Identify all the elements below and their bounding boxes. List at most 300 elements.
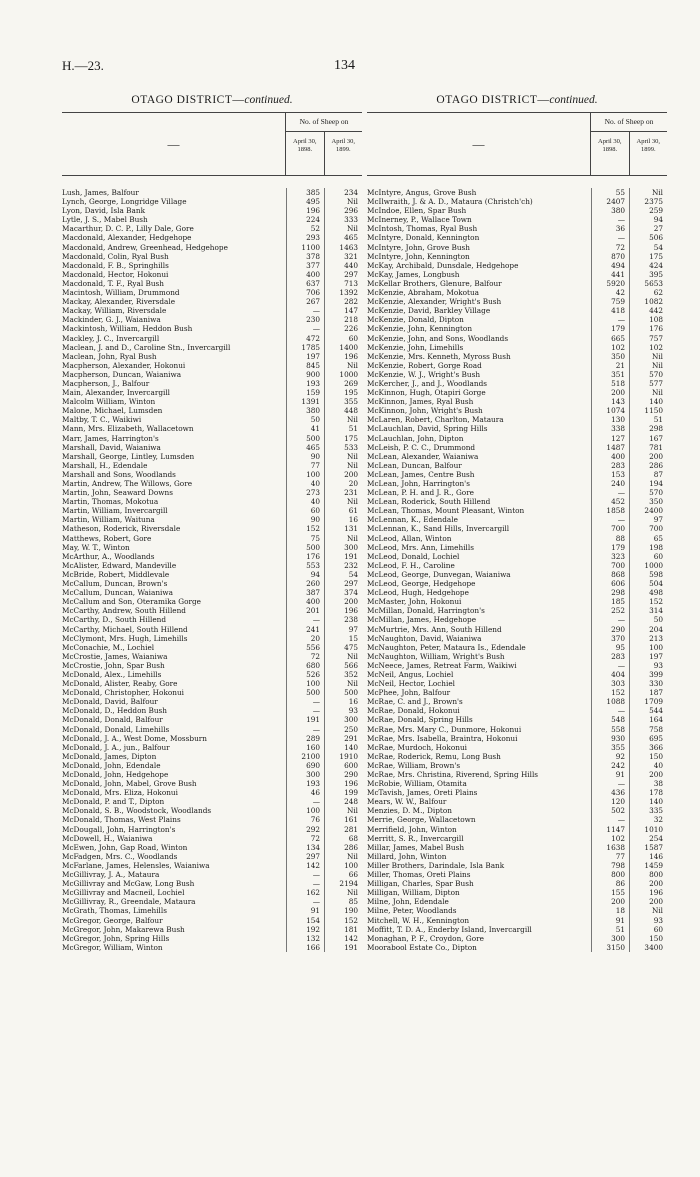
holder-name: McKinnon, James, Ryal Bush	[367, 397, 474, 407]
sheep-1899: 498	[629, 588, 667, 597]
table-row	[62, 506, 362, 515]
table-row	[62, 652, 362, 661]
sheep-1898: 900	[286, 370, 324, 379]
table-row	[367, 315, 667, 324]
table-row	[367, 443, 667, 452]
holder-name: McRae, Mrs. Mary C., Dunmore, Hokonui	[367, 724, 522, 734]
sheep-1899: 2194	[324, 879, 362, 888]
holder-name: Milligan, Charles, Spar Bush	[367, 879, 474, 889]
district-title-left	[62, 94, 362, 112]
table-row	[367, 534, 667, 543]
rows-right	[367, 176, 667, 952]
sheep-1898: 75	[286, 534, 324, 543]
sheep-1898: 293	[286, 233, 324, 242]
sheep-1898: 495	[286, 197, 324, 206]
sheep-1898: 1638	[591, 843, 629, 852]
holder-name: Lytle, J. S., Mabel Bush	[62, 215, 148, 225]
table-row	[367, 270, 667, 279]
table-row	[62, 224, 362, 233]
table-row	[367, 488, 667, 497]
sheep-1899: 194	[629, 479, 667, 488]
holder-name: Lynch, George, Longridge Village	[62, 197, 187, 207]
table-row	[367, 843, 667, 852]
sheep-1899: 164	[629, 715, 667, 724]
sheep-1898: 1147	[591, 825, 629, 834]
holder-name: McLean, Roderick, South Hillend	[367, 497, 491, 507]
sheep-1899: 167	[629, 434, 667, 443]
sheep-1899: 196	[629, 888, 667, 897]
sheep-1898: 102	[591, 834, 629, 843]
sheep-1899: 68	[324, 834, 362, 843]
sheep-1899: 16	[324, 515, 362, 524]
sheep-1898: 197	[286, 352, 324, 361]
sheep-1898: 242	[591, 761, 629, 770]
holder-name: McGillivray and McGaw, Long Bush	[62, 879, 195, 889]
sheep-1899: Nil	[324, 652, 362, 661]
holder-name: McLeod, F. H., Caroline	[367, 560, 455, 570]
sheep-1898: 86	[591, 879, 629, 888]
table-row	[62, 806, 362, 815]
table-row	[62, 661, 362, 670]
table-row	[367, 906, 667, 915]
holder-name: McCarthy, Andrew, South Hillend	[62, 606, 186, 616]
holder-name: Milne, Peter, Woodlands	[367, 906, 457, 916]
sheep-1898: 292	[286, 825, 324, 834]
holder-name: McKenzie, Robert, Gorge Road	[367, 360, 482, 370]
holder-name: McLennan, K., Sand Hills, Invercargill	[367, 524, 510, 534]
sheep-1898: 91	[591, 916, 629, 925]
sheep-1898: 553	[286, 561, 324, 570]
sheep-1898: 51	[591, 925, 629, 934]
sheep-1898: 518	[591, 379, 629, 388]
holder-name: McLean, P. H. and J. R., Gore	[367, 488, 475, 498]
district-name: OTAGO DISTRICT—	[436, 94, 550, 106]
sheep-1898: 606	[591, 579, 629, 588]
table-row	[367, 261, 667, 270]
sheep-1898: 323	[591, 552, 629, 561]
table-row	[62, 770, 362, 779]
table-row	[62, 579, 362, 588]
sheep-1899: 146	[629, 852, 667, 861]
sheep-1898: 494	[591, 261, 629, 270]
sheep-1899: 102	[629, 343, 667, 352]
table-row	[62, 352, 362, 361]
holder-name: McDonald, Donald, Limehills	[62, 724, 170, 734]
holder-name: McDonald, Mrs. Eliza, Hokonui	[62, 788, 178, 798]
holder-name: McDonald, John, Hedgehope	[62, 770, 169, 779]
table-row	[367, 288, 667, 297]
table-row	[62, 852, 362, 861]
holder-name: Mackley, J. C., Invercargill	[62, 333, 160, 343]
table-row	[62, 206, 362, 215]
holder-name: McArthur, A., Woodlands	[62, 551, 155, 561]
holder-name: McDowell, H., Waianiwa	[62, 833, 153, 843]
sheep-1898: 179	[591, 543, 629, 552]
holder-name: McConachie, M., Lochiel	[62, 642, 155, 652]
sheep-1898: 130	[591, 415, 629, 424]
table-row	[367, 606, 667, 615]
sheep-1898: 387	[286, 588, 324, 597]
table-row	[62, 643, 362, 652]
sheep-1898: —	[591, 315, 629, 324]
holder-name: Matheson, Roderick, Riversdale	[62, 524, 181, 534]
table-row	[367, 424, 667, 433]
sheep-1899: 254	[629, 834, 667, 843]
table-row	[62, 461, 362, 470]
sheep-1899: 800	[629, 870, 667, 879]
holder-name: McMaster, John, Hokonui	[367, 597, 462, 607]
sheep-1898: 95	[591, 643, 629, 652]
table-row	[367, 670, 667, 679]
sheep-1899: 352	[324, 670, 362, 679]
sheep-1898: 1074	[591, 406, 629, 415]
holder-name: McDonald, Alex., Limehills	[62, 669, 162, 679]
sheep-1898: 252	[591, 606, 629, 615]
sheep-1898: 153	[591, 470, 629, 479]
sheep-1898: 90	[286, 515, 324, 524]
sheep-1899: 250	[324, 725, 362, 734]
sheep-1899: 286	[629, 461, 667, 470]
continued-label: continued.	[244, 94, 293, 106]
holder-name: McRae, Murdoch, Hokonui	[367, 742, 467, 752]
sheep-1899: 2375	[629, 197, 667, 206]
table-row	[367, 652, 667, 661]
holder-name: Macdonald, F. B., Springhills	[62, 260, 169, 270]
sheep-1898: 154	[286, 916, 324, 925]
sheep-1899: 333	[324, 215, 362, 224]
table-row	[62, 634, 362, 643]
sheep-1899: 424	[629, 261, 667, 270]
holder-name: Mackintosh, William, Heddon Bush	[62, 324, 193, 334]
sheep-1898: 260	[286, 579, 324, 588]
sheep-1899: 399	[629, 670, 667, 679]
sheep-1898: 192	[286, 925, 324, 934]
year-1898-header: April 30, 1898.	[293, 138, 317, 153]
sheep-1898: 36	[591, 224, 629, 233]
sheep-1899: 300	[324, 715, 362, 724]
sheep-1899: 60	[324, 334, 362, 343]
sheep-1899: 66	[324, 870, 362, 879]
holder-name: Monaghan, P. F., Croydon, Gore	[367, 933, 484, 943]
sheep-1899: 97	[629, 515, 667, 524]
holder-name: McDonald, James, Dipton	[62, 751, 157, 761]
sheep-1899: 181	[324, 925, 362, 934]
sheep-1899: 147	[324, 306, 362, 315]
holder-name: Martin, Andrew, The Willows, Gore	[62, 479, 193, 488]
sheep-1898: 297	[286, 852, 324, 861]
holder-name: McCrostie, John, Spar Bush	[62, 660, 165, 670]
sheep-1898: 143	[591, 397, 629, 406]
holder-name: Macdonald, Alexander, Hedgehope	[62, 233, 192, 243]
sheep-1898: 46	[286, 788, 324, 797]
sheep-1898: 100	[286, 470, 324, 479]
sheep-1898: 42	[591, 288, 629, 297]
table-row	[62, 270, 362, 279]
sheep-1899: 51	[629, 415, 667, 424]
holder-name: Merrifield, John, Winton	[367, 824, 457, 834]
holder-name: McDonald, P. and T., Dipton	[62, 797, 165, 807]
sheep-1898: 400	[286, 597, 324, 606]
table-row	[367, 734, 667, 743]
sheep-1899: Nil	[629, 906, 667, 915]
sheep-1898: 452	[591, 497, 629, 506]
table-row	[367, 815, 667, 824]
table-row	[62, 197, 362, 206]
holder-name: McDonald, Donald, Balfour	[62, 715, 163, 725]
sheep-1898: —	[286, 725, 324, 734]
table-row	[62, 670, 362, 679]
holder-name: McMurtrie, Mrs. Ann, South Hillend	[367, 624, 502, 634]
holder-name: McNeil, Angus, Lochiel	[367, 669, 454, 679]
sheep-1899: 16	[324, 697, 362, 706]
sheep-1898: 155	[591, 888, 629, 897]
table-row	[367, 779, 667, 788]
sheep-1899: 475	[324, 643, 362, 652]
page-code: H.—23.	[62, 58, 104, 73]
sheep-1899: 200	[629, 897, 667, 906]
sheep-1899: 248	[324, 797, 362, 806]
holder-name: Mitchell, W. H., Kennington	[367, 915, 470, 925]
sheep-1899: 330	[629, 679, 667, 688]
sheep-1898: 436	[591, 788, 629, 797]
table-row	[62, 925, 362, 934]
sheep-1899: 196	[324, 779, 362, 788]
sheep-1899: Nil	[324, 497, 362, 506]
table-row	[367, 406, 667, 415]
table-row	[62, 388, 362, 397]
holder-name: McLean, Thomas, Mount Pleasant, Winton	[367, 506, 525, 516]
sheep-1899: 1459	[629, 861, 667, 870]
table-row	[62, 515, 362, 524]
holder-name: McLennan, K., Edendale	[367, 515, 458, 525]
sheep-1899: 200	[629, 770, 667, 779]
table-row	[367, 925, 667, 934]
sheep-1899: 50	[629, 615, 667, 624]
sheep-1898: 50	[286, 415, 324, 424]
sheep-1898: 380	[591, 206, 629, 215]
table-row	[62, 943, 362, 952]
sheep-1898: 700	[591, 561, 629, 570]
sheep-1898: —	[591, 233, 629, 242]
holder-name: McRae, William, Brown's	[367, 760, 461, 770]
sheep-1899: Nil	[629, 361, 667, 370]
sheep-1898: 2100	[286, 752, 324, 761]
sheep-1898: 160	[286, 743, 324, 752]
holder-name: McFarlane, James, Helensles, Waianiwa	[62, 860, 210, 870]
table-row	[62, 706, 362, 715]
holder-name: McDonald, J. A., West Dome, Mossburn	[62, 733, 207, 743]
table-row	[62, 570, 362, 579]
table-row	[62, 825, 362, 834]
sheep-1899: 178	[629, 788, 667, 797]
sheep-1898: 556	[286, 643, 324, 652]
sheep-1898: 191	[286, 715, 324, 724]
sheep-1898: 100	[286, 806, 324, 815]
sheep-1899: Nil	[324, 452, 362, 461]
sheep-1899: 198	[629, 543, 667, 552]
sheep-1898: 680	[286, 661, 324, 670]
holder-name: McRobie, William, Otamita	[367, 779, 467, 789]
sheep-1898: 351	[591, 370, 629, 379]
sheep-1899: 152	[629, 597, 667, 606]
table-row	[367, 770, 667, 779]
holder-name: McRae, Roderick, Remu, Long Bush	[367, 751, 501, 761]
sheep-1899: 2400	[629, 506, 667, 515]
table-row	[62, 888, 362, 897]
table-row	[62, 597, 362, 606]
sheep-1899: 54	[324, 570, 362, 579]
sheep-1899: 1000	[629, 561, 667, 570]
sheep-1898: 355	[591, 743, 629, 752]
holder-name: McCallum, Duncan, Waianiwa	[62, 588, 173, 598]
sheep-1898: 385	[286, 188, 324, 197]
holder-name: Malone, Michael, Lumsden	[62, 406, 163, 416]
table-row	[367, 543, 667, 552]
holder-name: McDonald, Alister, Reaby, Gore	[62, 679, 178, 689]
sheep-1899: 442	[629, 306, 667, 315]
table-row	[62, 279, 362, 288]
table-row	[367, 252, 667, 261]
sheep-1898: 224	[286, 215, 324, 224]
sheep-1898: 378	[286, 252, 324, 261]
sheep-1898: 52	[286, 224, 324, 233]
sheep-1898: 159	[286, 388, 324, 397]
sheep-1899: 27	[629, 224, 667, 233]
table-row	[62, 906, 362, 915]
holder-name: McGregor, George, Balfour	[62, 915, 163, 925]
table-row	[62, 252, 362, 261]
sheep-1898: 1487	[591, 443, 629, 452]
holder-name: McCrostie, James, Waianiwa	[62, 651, 168, 661]
table-row	[62, 561, 362, 570]
table-row	[367, 279, 667, 288]
table-row	[62, 543, 362, 552]
holder-name: Macdonald, Hector, Hokonui	[62, 269, 169, 279]
sheep-1898: 77	[591, 852, 629, 861]
sheep-1899: 142	[324, 934, 362, 943]
year-1899-header: April 30, 1899.	[324, 132, 363, 175]
holder-name: McKenzie, David, Barkley Village	[367, 306, 491, 316]
sheep-1899: Nil	[324, 534, 362, 543]
sheep-1898: 152	[591, 688, 629, 697]
holder-name: McBride, Robert, Middlevale	[62, 569, 170, 579]
table-row	[367, 870, 667, 879]
sheep-1898: 500	[286, 543, 324, 552]
table-row	[367, 825, 667, 834]
holder-name: Marshall, H., Edendale	[62, 460, 148, 470]
sheep-1898: 303	[591, 679, 629, 688]
holder-name: McFadgen, Mrs. C., Woodlands	[62, 851, 178, 861]
sheep-1899: 200	[629, 879, 667, 888]
sheep-header	[590, 113, 667, 175]
sheep-1899: 1463	[324, 243, 362, 252]
table-row	[367, 697, 667, 706]
holder-name: Marshall, David, Waianiwa	[62, 442, 161, 452]
holder-name: Mackay, William, Riversdale	[62, 306, 167, 316]
sheep-1898: 3150	[591, 943, 629, 952]
table-row	[62, 406, 362, 415]
holder-name: McMillan, Donald, Harrington's	[367, 606, 485, 616]
sheep-1899: 93	[629, 916, 667, 925]
sheep-1899: 314	[629, 606, 667, 615]
sheep-1899: 500	[324, 688, 362, 697]
holder-name: Millard, John, Winton	[367, 851, 447, 861]
holder-name: McLean, James, Centre Bush	[367, 469, 475, 479]
table-row	[367, 334, 667, 343]
sheep-1899: 231	[324, 488, 362, 497]
holder-name: McRae, C. and J., Brown's	[367, 697, 463, 707]
left-column	[62, 94, 362, 952]
sheep-1898: 162	[286, 888, 324, 897]
holder-name: Mackay, Alexander, Riversdale	[62, 297, 176, 307]
sheep-1899: 176	[629, 324, 667, 333]
sheep-1899: 51	[324, 424, 362, 433]
sheep-1899: Nil	[324, 888, 362, 897]
sheep-1898: 377	[286, 261, 324, 270]
sheep-1898: 55	[591, 188, 629, 197]
sheep-1899: 175	[324, 434, 362, 443]
sheep-1899: 1400	[324, 343, 362, 352]
sheep-1898: 134	[286, 843, 324, 852]
table-row	[367, 434, 667, 443]
sheep-1899: 286	[324, 843, 362, 852]
sheep-1899: 93	[324, 706, 362, 715]
sheep-1898: 72	[286, 652, 324, 661]
holder-name: McKenzie, John, Limehills	[367, 342, 464, 352]
table-row	[367, 725, 667, 734]
table-row	[62, 397, 362, 406]
sheep-1899: 191	[324, 943, 362, 952]
sheep-1898: 127	[591, 434, 629, 443]
sheep-1899: 161	[324, 815, 362, 824]
sheep-1899: 355	[324, 397, 362, 406]
holder-name: Martin, Thomas, Mokotua	[62, 497, 159, 507]
holder-name: Macdonald, Andrew, Greenhead, Hedgehope	[62, 242, 228, 252]
sheep-1898: 152	[286, 524, 324, 533]
sheep-1899: 1587	[629, 843, 667, 852]
sheep-1898: 1391	[286, 397, 324, 406]
holder-name: McNaughton, David, Waianiwa	[367, 633, 482, 643]
sheep-1899: 232	[324, 561, 362, 570]
table-row	[62, 315, 362, 324]
table-row	[367, 943, 667, 952]
holder-name: McRae, Donald, Spring Hills	[367, 715, 473, 725]
holder-name: Main, Alexander, Invercargill	[62, 388, 171, 398]
table-row	[367, 597, 667, 606]
sheep-1898: —	[591, 215, 629, 224]
sheep-1898: 20	[286, 634, 324, 643]
sheep-1898: 41	[286, 424, 324, 433]
holder-name: McInerney, P., Wallace Town	[367, 215, 472, 225]
sheep-1899: 1910	[324, 752, 362, 761]
sheep-1899: 544	[629, 706, 667, 715]
sheep-1898: 240	[591, 479, 629, 488]
sheep-1898: 2407	[591, 197, 629, 206]
sheep-1898: 76	[286, 815, 324, 824]
table-row	[367, 552, 667, 561]
sheep-1899: 152	[324, 916, 362, 925]
holder-name: McKellar Brothers, Glenure, Balfour	[367, 278, 502, 288]
sheep-1899: 465	[324, 233, 362, 242]
table-row	[62, 552, 362, 561]
holder-name: McKenzie, John, and Sons, Woodlands	[367, 333, 509, 343]
table-row	[367, 188, 667, 197]
table-row	[62, 715, 362, 724]
sheep-1898: —	[286, 697, 324, 706]
sheep-1898: —	[591, 488, 629, 497]
table-row	[62, 870, 362, 879]
sheep-1899: 195	[324, 388, 362, 397]
